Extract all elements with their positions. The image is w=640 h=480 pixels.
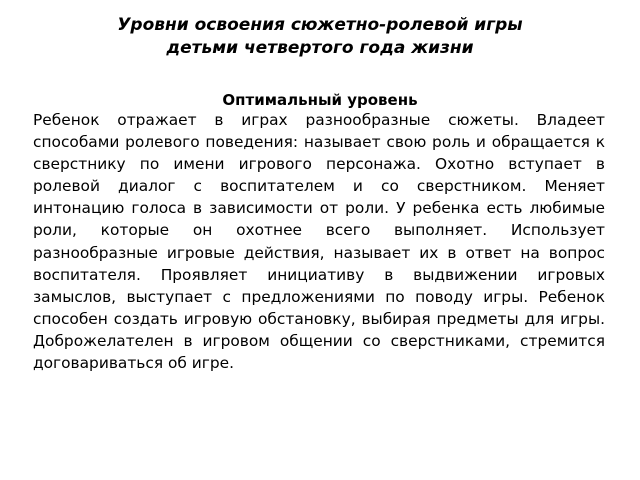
slide-title-line-2: детьми четвертого года жизни [166, 38, 474, 58]
slide-title [20, 14, 620, 60]
level-heading: Оптимальный уровень [222, 91, 418, 109]
slide-title-line-1: Уровни освоения сюжетно-ролевой игры [117, 15, 523, 35]
level-description: Ребенок отражает в играх разнообразные сюжеты. Владеет способами ролевого поведения: называет свою роль и обращается к сверстнику по имени игрового персонажа. Охотно вступает в ролевой диалог с воспитателем и со сверстником. Меняет интонацию голоса в зависимости от роли. У ребенка есть любимые роли, которые он охотнее всего выполняет. Использует разнообразные игровые действия, называет их в ответ на вопрос воспитателя. Проявляет инициативу в выдвижении игровых замыслов, выступает с предложениями по поводу игры. Ребенок способен создать игровую обстановку, выбирая предметы для игры. Доброжелателен в игровом общении со сверстниками, стремится договариваться об игре. [33, 111, 605, 373]
